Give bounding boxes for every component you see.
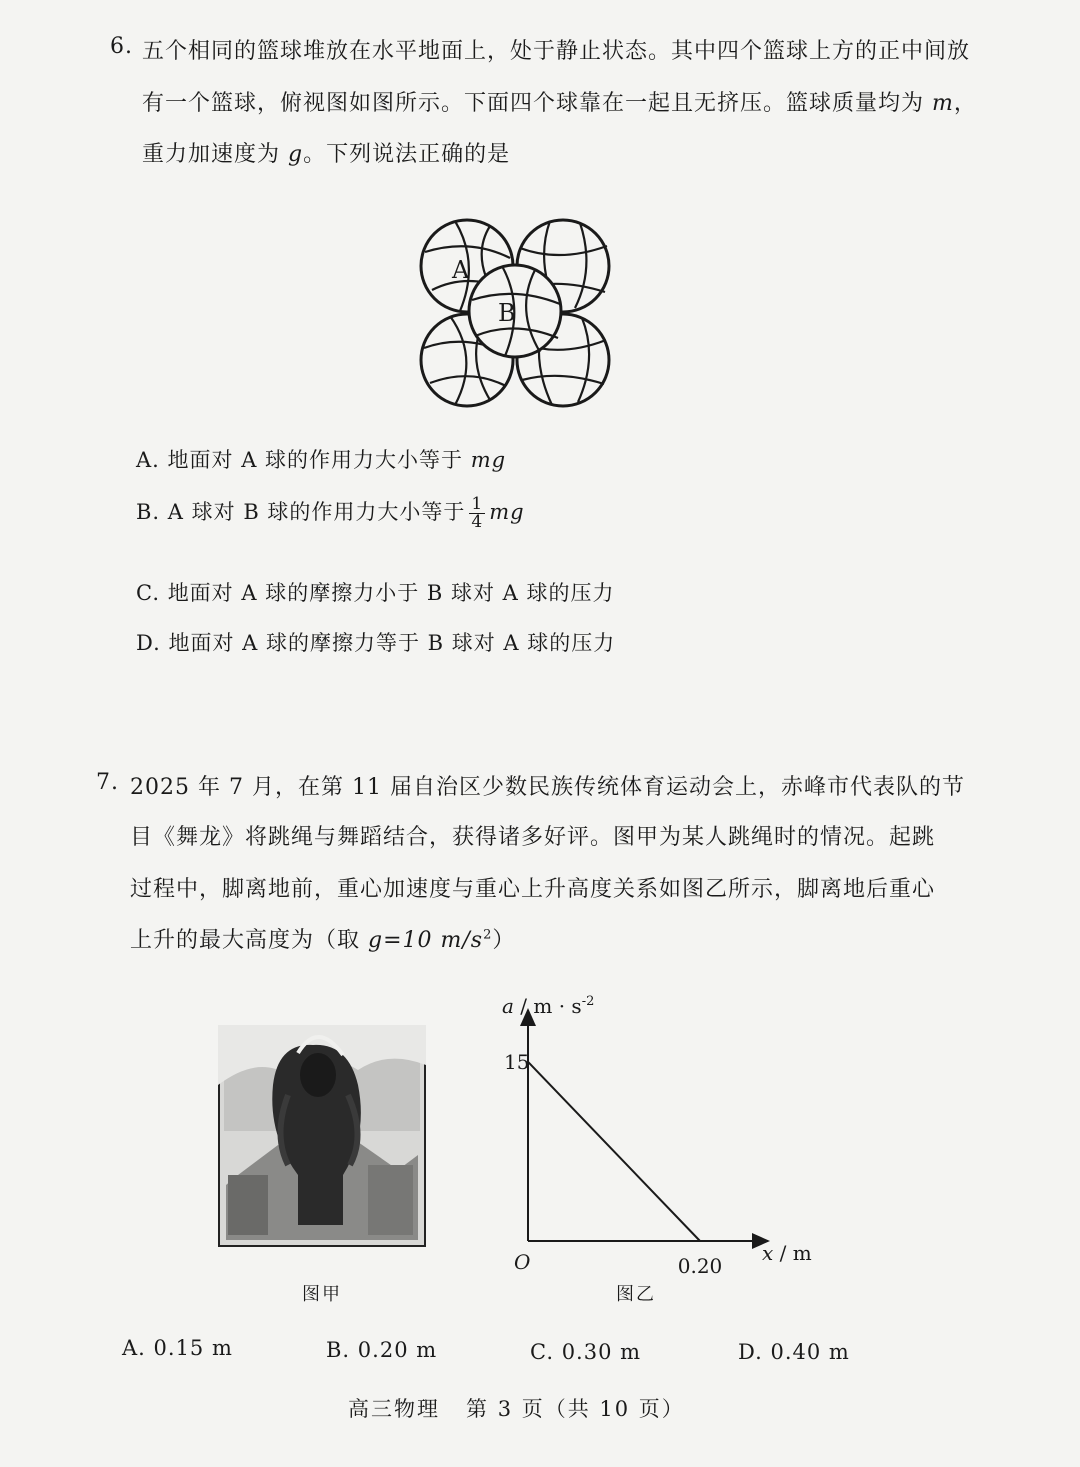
q6-option-b bbox=[136, 496, 525, 531]
q6-line-2-end: ， bbox=[953, 91, 977, 116]
q6-line-3 bbox=[142, 137, 510, 168]
q7-line-4-end: ） bbox=[492, 928, 516, 953]
q7-option-d bbox=[738, 1340, 850, 1364]
fig-caption-yi: 图乙 bbox=[616, 1284, 656, 1305]
q7-option-d-label: D. bbox=[738, 1340, 763, 1364]
fraction-denominator: 4 bbox=[471, 512, 484, 532]
q6-option-b-fraction bbox=[469, 496, 485, 531]
ball-label-a: A bbox=[452, 256, 470, 284]
q7-line-4-text: 上升的最大高度为（取 bbox=[130, 928, 361, 953]
q7-option-b-label: B. bbox=[326, 1338, 351, 1362]
q6-option-b-math: mg bbox=[489, 500, 525, 524]
q7-line-4 bbox=[130, 923, 515, 954]
q6-line-3-text: 重力加速度为 bbox=[142, 142, 281, 167]
q7-option-a-label: A. bbox=[122, 1336, 146, 1360]
page-footer: 高三物理 第 3 页（共 10 页） bbox=[348, 1397, 685, 1421]
q6-option-a-label: A. bbox=[136, 448, 160, 472]
acceleration-line bbox=[528, 1062, 700, 1241]
q6-line-2-text: 有一个篮球，俯视图如图所示。下面四个球靠在一起且无挤压。篮球质量均为 bbox=[142, 91, 925, 116]
q7-option-c-value: 0.30 m bbox=[561, 1340, 642, 1364]
x-axis-unit: m bbox=[792, 1241, 812, 1265]
q7-line-2: 目《舞龙》将跳绳与舞蹈结合，获得诸多好评。图甲为某人跳绳时的情况。起跳 bbox=[130, 825, 936, 850]
q6-line-3-end: 。下列说法正确的是 bbox=[303, 142, 511, 167]
q6-option-a-text: 地面对 A 球的作用力大小等于 bbox=[167, 448, 464, 472]
y-tick-label: 15 bbox=[504, 1049, 530, 1074]
q6-option-d-text: 地面对 A 球的摩擦力等于 B 球对 A 球的压力 bbox=[168, 631, 616, 655]
q6-option-a bbox=[136, 444, 506, 474]
rope-jump-photo bbox=[218, 1025, 426, 1247]
q7-g-expr: g=10 m/s bbox=[368, 928, 484, 953]
basketball-stack-figure bbox=[410, 208, 630, 428]
y-axis-unit: m · s bbox=[533, 994, 582, 1018]
q7-number: 7. bbox=[96, 770, 119, 795]
q7-option-a-value: 0.15 m bbox=[153, 1336, 233, 1360]
q7-option-c bbox=[530, 1340, 641, 1364]
fig-caption-jia: 图甲 bbox=[302, 1284, 342, 1305]
q6-option-c-label: C. bbox=[136, 581, 160, 605]
q6-g-symbol: g bbox=[288, 142, 304, 167]
q7-option-d-value: 0.40 m bbox=[770, 1340, 850, 1364]
y-axis-label: $a / m \cdot s^{-2}$ bbox=[502, 994, 595, 1018]
q7-line-1: 2025 年 7 月，在第 11 届自治区少数民族传统体育运动会上，赤峰市代表队的节 bbox=[130, 775, 965, 800]
q6-option-c-text: 地面对 A 球的摩擦力小于 B 球对 A 球的压力 bbox=[167, 581, 615, 605]
q7-line-3: 过程中，脚离地前，重心加速度与重心上升高度关系如图乙所示，脚离地后重心 bbox=[130, 877, 936, 902]
q7-option-b bbox=[326, 1338, 437, 1362]
q7-option-c-label: C. bbox=[530, 1340, 554, 1364]
fraction-numerator: 1 bbox=[471, 494, 484, 514]
x-tick-label: 0.20 bbox=[677, 1254, 723, 1278]
x-axis-symbol: x bbox=[762, 1241, 774, 1265]
y-axis-symbol: a bbox=[502, 994, 514, 1018]
q6-option-d-label: D. bbox=[136, 631, 161, 655]
ball-label-b: B bbox=[498, 299, 516, 327]
q7-option-a bbox=[122, 1336, 233, 1360]
q7-option-b-value: 0.20 m bbox=[357, 1338, 438, 1362]
q6-option-c bbox=[136, 577, 615, 607]
y-axis-unit-exp: -2 bbox=[581, 994, 595, 1009]
q6-line-1: 五个相同的篮球堆放在水平地面上，处于静止状态。其中四个篮球上方的正中间放 bbox=[142, 39, 971, 64]
q6-option-b-label: B. bbox=[136, 500, 161, 524]
q6-option-d bbox=[136, 627, 615, 657]
q6-line-2 bbox=[142, 86, 977, 117]
q6-mass-symbol: m bbox=[932, 91, 954, 116]
q6-number: 6. bbox=[110, 34, 133, 59]
q6-option-b-text: A 球对 B 球的作用力大小等于 bbox=[167, 500, 466, 524]
q6-option-a-math: mg bbox=[470, 448, 507, 472]
origin-label: O bbox=[514, 1250, 531, 1274]
x-axis-label: x / m bbox=[762, 1241, 812, 1265]
q7-g-exp: 2 bbox=[483, 927, 493, 943]
acceleration-height-chart bbox=[490, 985, 820, 1285]
